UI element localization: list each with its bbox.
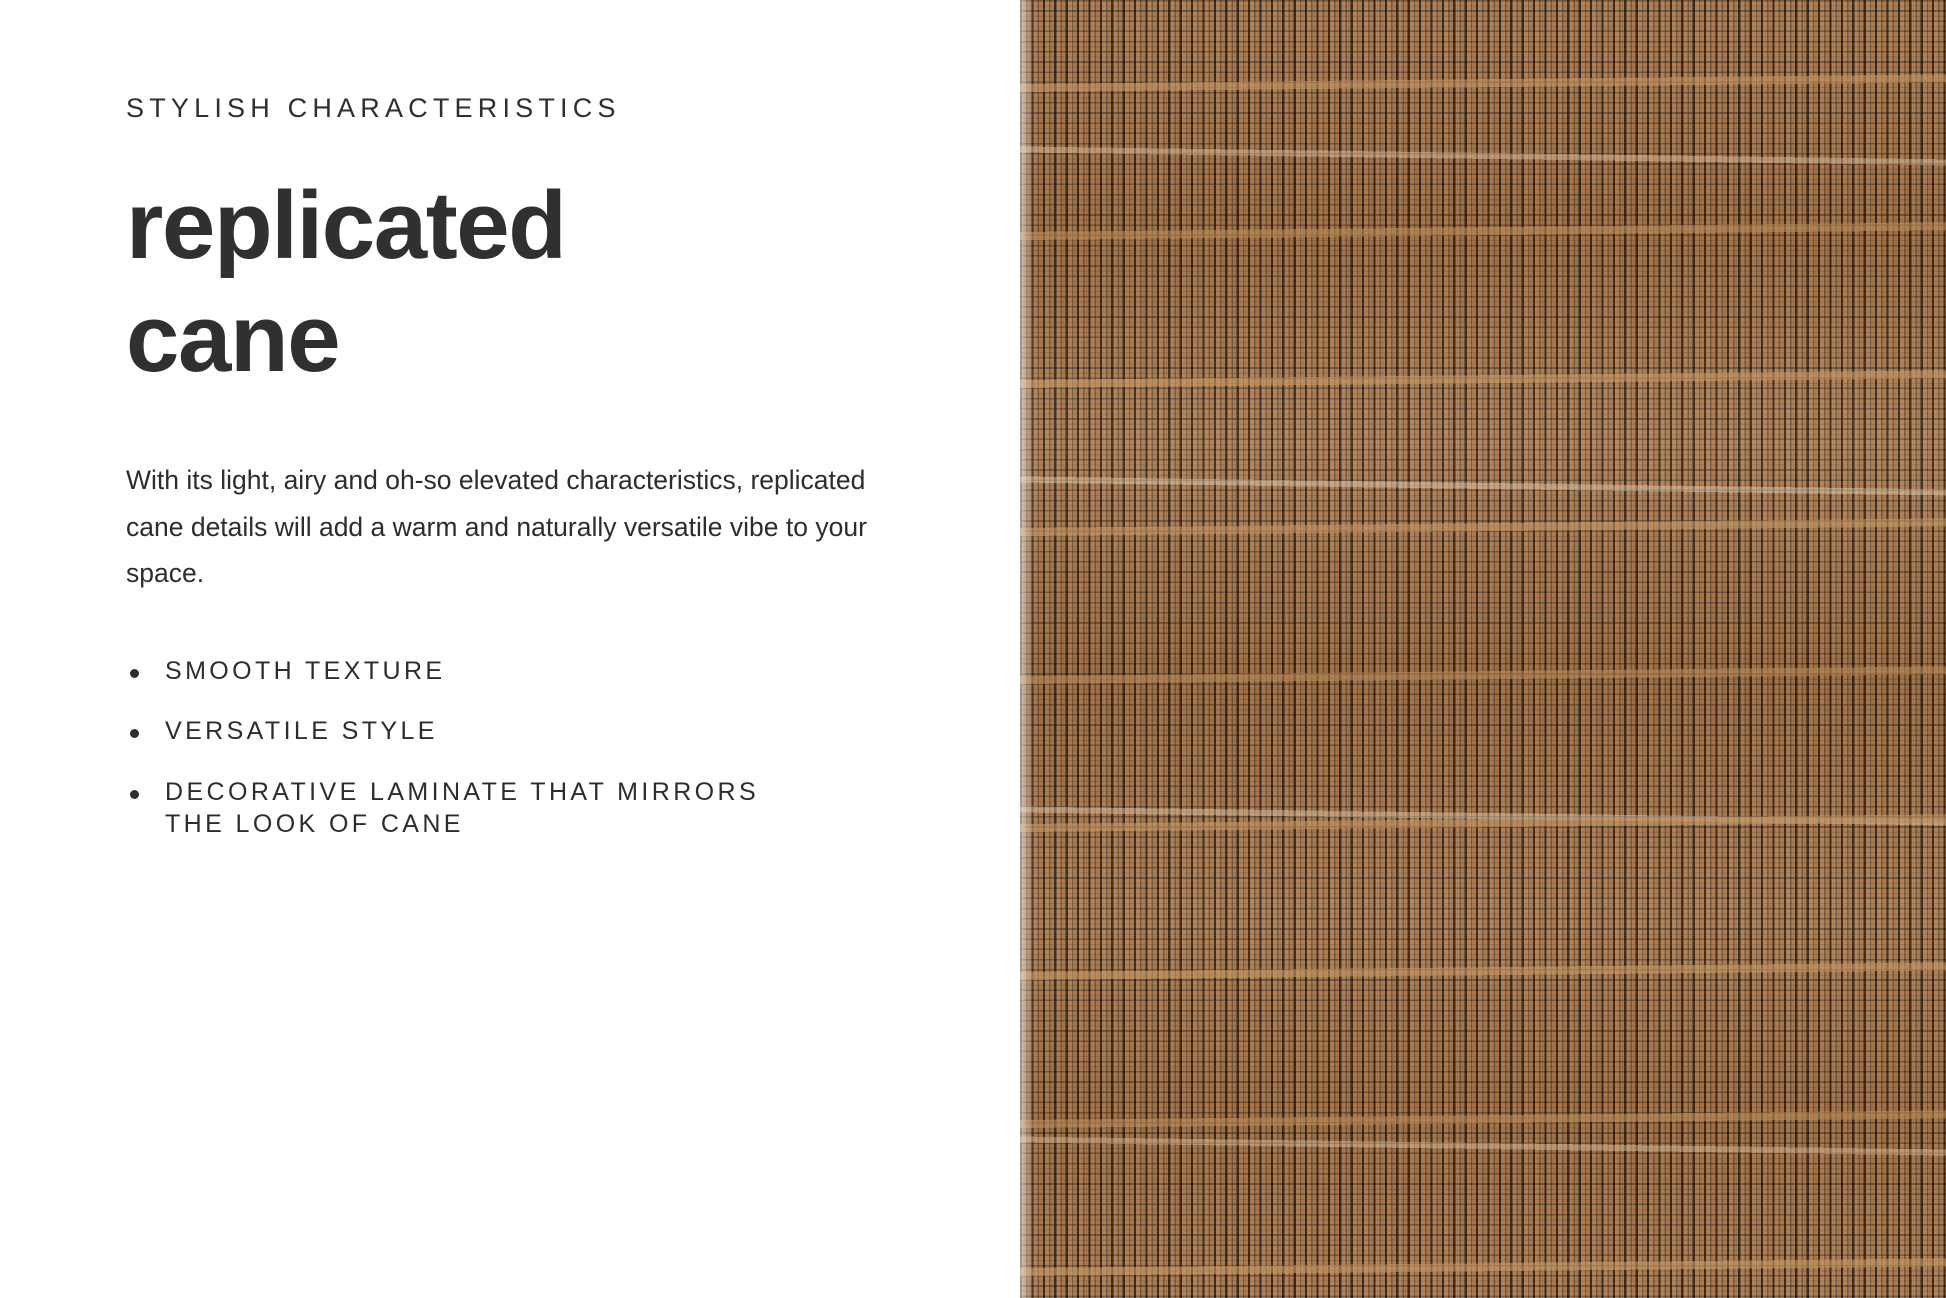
list-item [126,715,1020,748]
feature-list [126,655,1020,841]
list-item [126,776,1020,841]
cane-texture-image [1020,0,1946,1298]
list-item [126,655,1020,688]
bullet-dot-icon [130,790,139,799]
bullet-dot-icon [130,729,139,738]
eyebrow-label: STYLISH CHARACTERISTICS [126,93,621,123]
list-item-label: VERSATILE STYLE [165,717,438,746]
page-title: replicated cane [126,172,566,392]
list-item-label: DECORATIVE LAMINATE THAT MIRRORS THE LOOK OF CANE [165,777,760,839]
weave-slub-fibers [1020,0,1946,1298]
body-paragraph: With its light, airy and oh-so elevated characteristics, replicated cane details will add a warm and naturally versatile vibe to your space. [126,465,867,589]
list-item-label: SMOOTH TEXTURE [165,656,446,685]
weave-texture [1020,0,1946,1298]
bullet-dot-icon [130,669,139,678]
